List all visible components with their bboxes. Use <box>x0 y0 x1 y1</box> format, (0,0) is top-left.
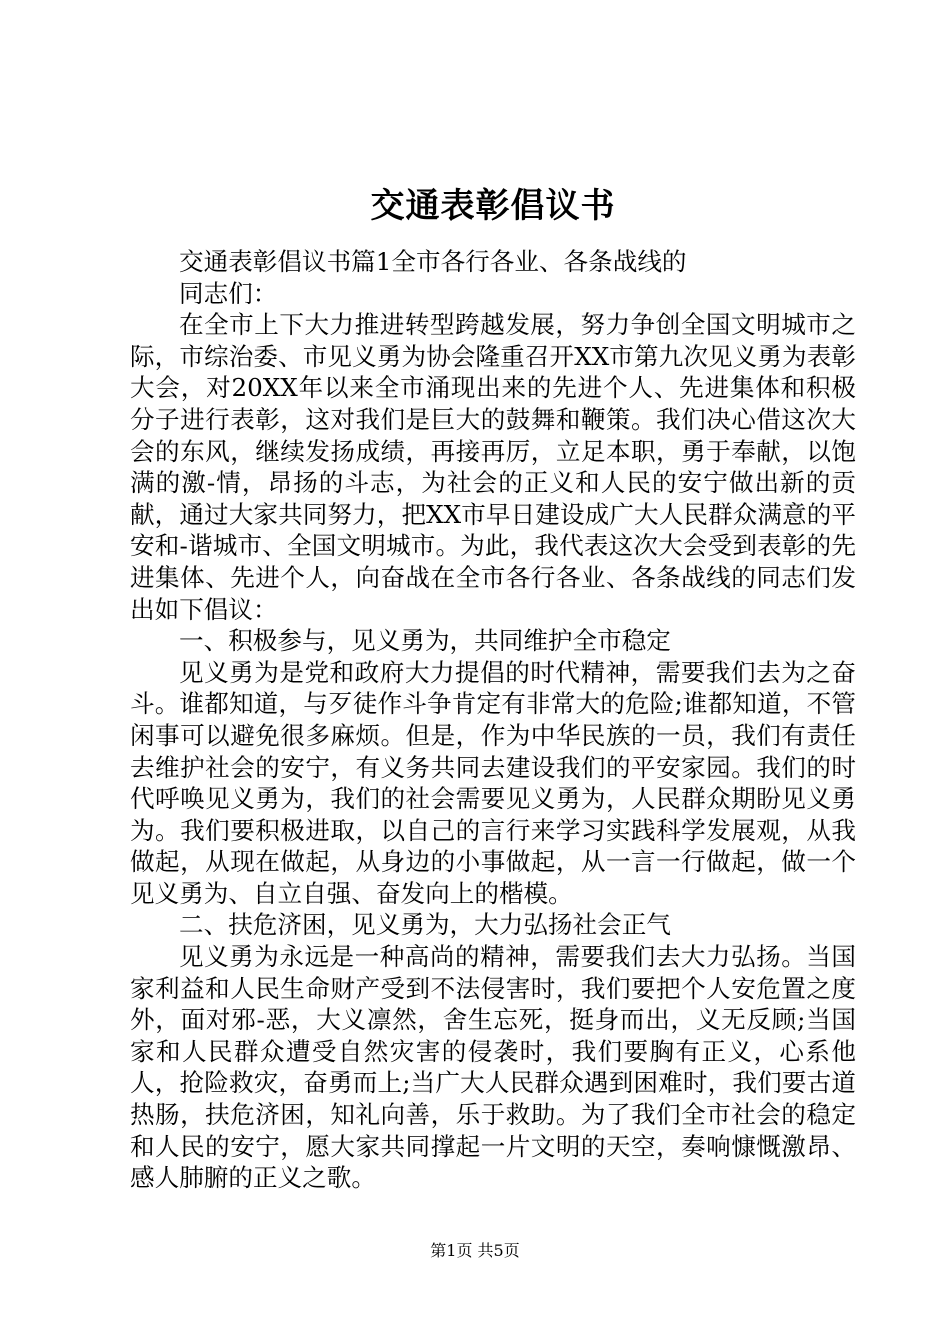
paragraph-salutation: 同志们： <box>179 278 278 308</box>
paragraph-body-1: 在全市上下大力推进转型跨越发展，努力争创全国文明城市之际，市综治委、市见义勇为协会隆重召开XX市第九次见义勇为表彰大会，对20XX年以来全市涌现出来的先进个人、先进集体和积极分子进行表彰，这对我们是巨大的鼓舞和鞭策。我们决心借这次大会的东风，继续发扬成绩，再接再厉，立足本职，勇于奉献，以饱满的激-情，昂扬的斗志，为社会的正义和人民的安宁做出新的贡献，通过大家共同努力，把XX市早日建设成广大人民群众满意的平安和-谐城市、全国文明城市。为此，我代表这次大会受到表彰的先进集体、先进个人，向奋战在全市各行各业、各条战线的同志们发出如下倡议： <box>130 310 856 624</box>
section-heading-2: 二、扶危济困，见义勇为，大力弘扬社会正气 <box>179 910 671 940</box>
paragraph-intro: 交通表彰倡议书篇1全市各行各业、各条战线的 <box>179 247 687 276</box>
paragraph-body-3: 见义勇为永远是一种高尚的精神，需要我们去大力弘扬。当国家利益和人民生命财产受到不法侵害时，我们要把个人安危置之度外，面对邪-恶，大义凛然，舍生忘死，挺身而出，义无反顾;当国家和人民群众遭受自然灾害的侵袭时，我们要胸有正义，心系他人，抢险救灾，奋勇而上;当广大人民群众遇到困难时，我们要古道热肠，扶危济困，知礼向善，乐于救助。为了我们全市社会的稳定和人民的安宁，愿大家共同撑起一片文明的天空，奏响慷慨激昂、感人肺腑的正义之歌。 <box>130 942 856 1193</box>
document-page <box>130 180 856 1194</box>
section-heading-1: 一、积极参与，见义勇为，共同维护全市稳定 <box>179 626 671 656</box>
paragraph-body-2: 见义勇为是党和政府大力提倡的时代精神，需要我们去为之奋斗。谁都知道，与歹徒作斗争肯定有非常大的危险;谁都知道，不管闲事可以避免很多麻烦。但是，作为中华民族的一员，我们有责任去维护社会的安宁，有义务共同去建设我们的平安家园。我们的时代呼唤见义勇为，我们的社会需要见义勇为，人民群众期盼见义勇为。我们要积极进取，以自己的言行来学习实践科学发展观，从我做起，从现在做起，从身边的小事做起，从一言一行做起，做一个见义勇为、自立自强、奋发向上的楷模。 <box>130 657 856 908</box>
document-title: 交通表彰倡议书 <box>370 186 616 226</box>
page-footer: 第1页 共5页 <box>430 1241 520 1260</box>
